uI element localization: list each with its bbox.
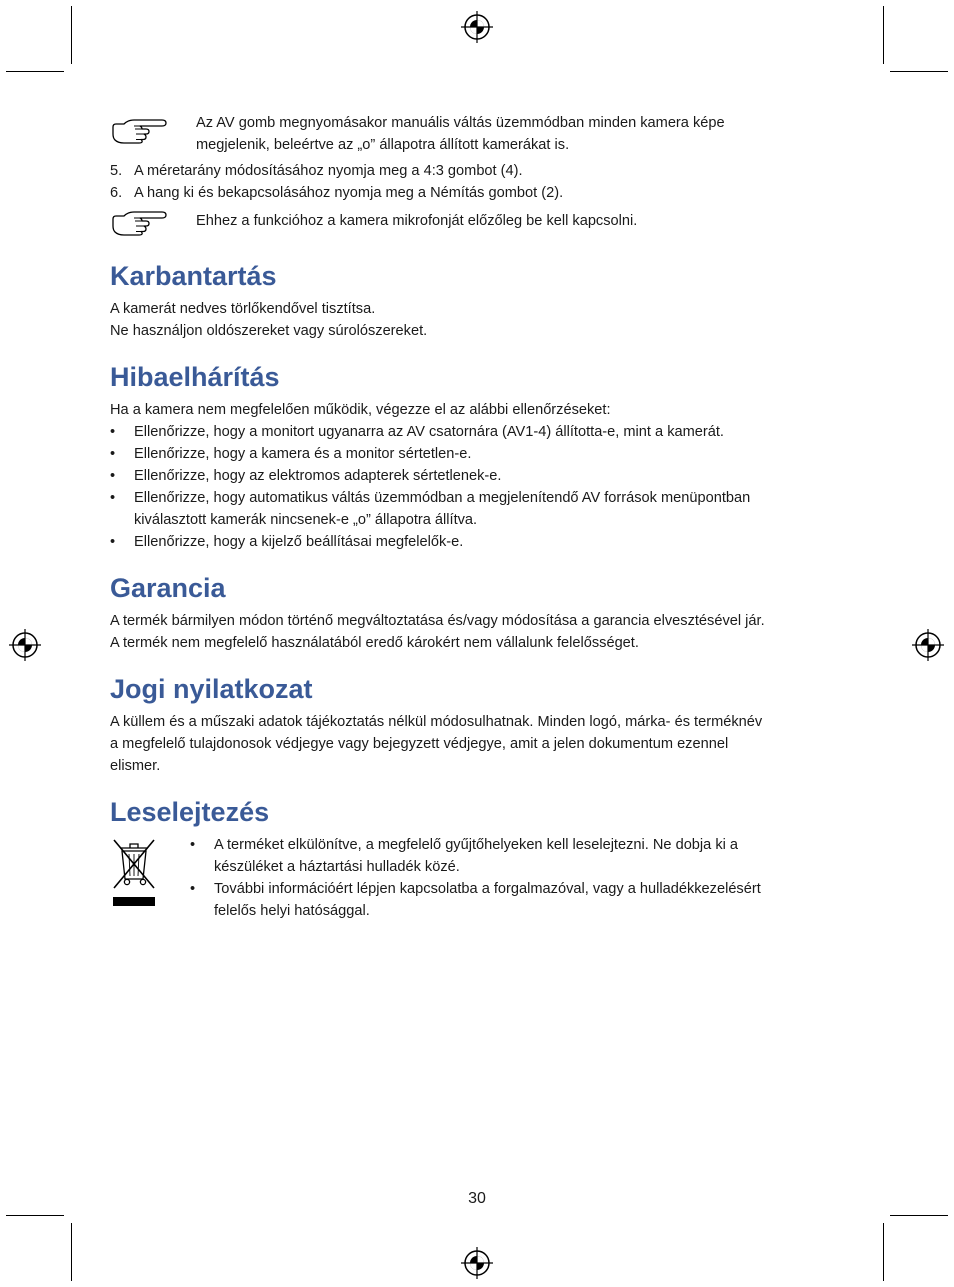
note-block xyxy=(110,210,850,236)
registration-mark-icon xyxy=(911,628,945,662)
crop-mark xyxy=(883,1223,884,1281)
item-line: kiválasztott kamerák nincsenek-e „o” állapotra állítva. xyxy=(134,512,478,528)
item-line: Ellenőrizze, hogy a monitort ugyanarra az AV csatornára (AV1-4) állította-e, mint a kamerát. xyxy=(134,424,724,440)
disposal-block xyxy=(110,834,850,922)
bullet: • xyxy=(190,837,196,853)
list-item xyxy=(190,834,761,878)
list-item xyxy=(110,531,850,553)
item-line: További információért lépjen kapcsolatba a forgalmazóval, vagy a hulladékkezelésért xyxy=(214,881,761,897)
pointing-hand-icon xyxy=(110,210,196,236)
paragraph-line: Ne használjon oldószereket vagy súrolószereket. xyxy=(110,323,428,339)
document-body xyxy=(110,112,850,922)
step-number: 6. xyxy=(110,185,123,201)
section-heading-legal: Jogi nyilatkozat xyxy=(110,674,313,704)
section-heading-maintenance: Karbantartás xyxy=(110,261,277,291)
crop-mark xyxy=(883,6,884,64)
list-item xyxy=(110,487,850,531)
step-text: A méretarány módosításához nyomja meg a 4:3 gombot (4). xyxy=(134,163,523,179)
list-item xyxy=(110,421,850,443)
crop-mark xyxy=(71,1223,72,1281)
paragraph-line: A termék bármilyen módon történő megváltoztatása és/vagy módosítása a garancia elvesztésével jár. xyxy=(110,613,765,629)
bullet: • xyxy=(190,881,196,897)
list-item xyxy=(110,465,850,487)
step-text: A hang ki és bekapcsolásához nyomja meg a Némítás gombot (2). xyxy=(134,185,564,201)
bullet-list xyxy=(110,421,850,553)
note-line: Az AV gomb megnyomásakor manuális váltás üzemmódban minden kamera képe xyxy=(196,115,725,131)
paragraph-line: A kamerát nedves törlőkendővel tisztítsa. xyxy=(110,301,376,317)
crop-mark xyxy=(6,71,64,72)
note-block xyxy=(110,112,850,156)
list-item xyxy=(110,443,850,465)
note-text: Ehhez a funkcióhoz a kamera mikrofonját előzőleg be kell kapcsolni. xyxy=(196,213,638,229)
numbered-steps xyxy=(110,160,850,204)
paragraph-line: a megfelelő tulajdonosok védjegye vagy bejegyzett védjegye, amit a jelen dokumentum ezennel xyxy=(110,736,729,752)
bullet-list xyxy=(190,834,761,922)
section-heading-warranty: Garancia xyxy=(110,573,226,603)
crop-mark xyxy=(71,6,72,64)
registration-mark-icon xyxy=(460,10,494,44)
list-item xyxy=(110,182,850,204)
registration-mark-icon xyxy=(8,628,42,662)
item-line: Ellenőrizze, hogy az elektromos adapterek sértetlenek-e. xyxy=(134,468,502,484)
paragraph-line: A termék nem megfelelő használatából eredő károkért nem vállalunk felelősséget. xyxy=(110,635,639,651)
item-line: Ellenőrizze, hogy a kamera és a monitor sértetlen-e. xyxy=(134,446,472,462)
note-line: megjelenik, beleértve az „o” állapotra állított kamerákat is. xyxy=(196,137,570,153)
item-line: készüléket a háztartási hulladék közé. xyxy=(214,859,460,875)
list-item xyxy=(110,160,850,182)
bullet: • xyxy=(110,446,116,462)
paragraph-line: Ha a kamera nem megfelelően működik, végezze el az alábbi ellenőrzéseket: xyxy=(110,402,611,418)
section-heading-troubleshooting: Hibaelhárítás xyxy=(110,362,280,392)
bullet: • xyxy=(110,468,116,484)
note-text xyxy=(196,112,725,156)
paragraph-line: A küllem és a műszaki adatok tájékoztatás nélkül módosulhatnak. Minden logó, márka- és terméknév xyxy=(110,714,763,730)
list-item xyxy=(190,878,761,922)
crop-mark xyxy=(890,1215,948,1216)
registration-mark-icon xyxy=(460,1246,494,1280)
item-line: A terméket elkülönítve, a megfelelő gyűjtőhelyeken kell leselejtezni. Ne dobja ki a xyxy=(214,837,739,853)
bullet: • xyxy=(110,490,116,506)
page-number: 30 xyxy=(468,1190,486,1207)
item-line: Ellenőrizze, hogy a kijelző beállításai megfelelők-e. xyxy=(134,534,464,550)
item-line: Ellenőrizze, hogy automatikus váltás üzemmódban a megjelenítendő AV források menüpontban xyxy=(134,490,751,506)
bullet: • xyxy=(110,424,116,440)
crop-mark xyxy=(6,1215,64,1216)
step-number: 5. xyxy=(110,163,123,179)
section-heading-disposal: Leselejtezés xyxy=(110,797,270,827)
paragraph-line: elismer. xyxy=(110,758,161,774)
crossed-out-wheelie-bin-icon xyxy=(110,834,190,915)
pointing-hand-icon xyxy=(110,112,196,144)
crop-mark xyxy=(890,71,948,72)
bullet: • xyxy=(110,534,116,550)
item-line: felelős helyi hatósággal. xyxy=(214,903,370,919)
